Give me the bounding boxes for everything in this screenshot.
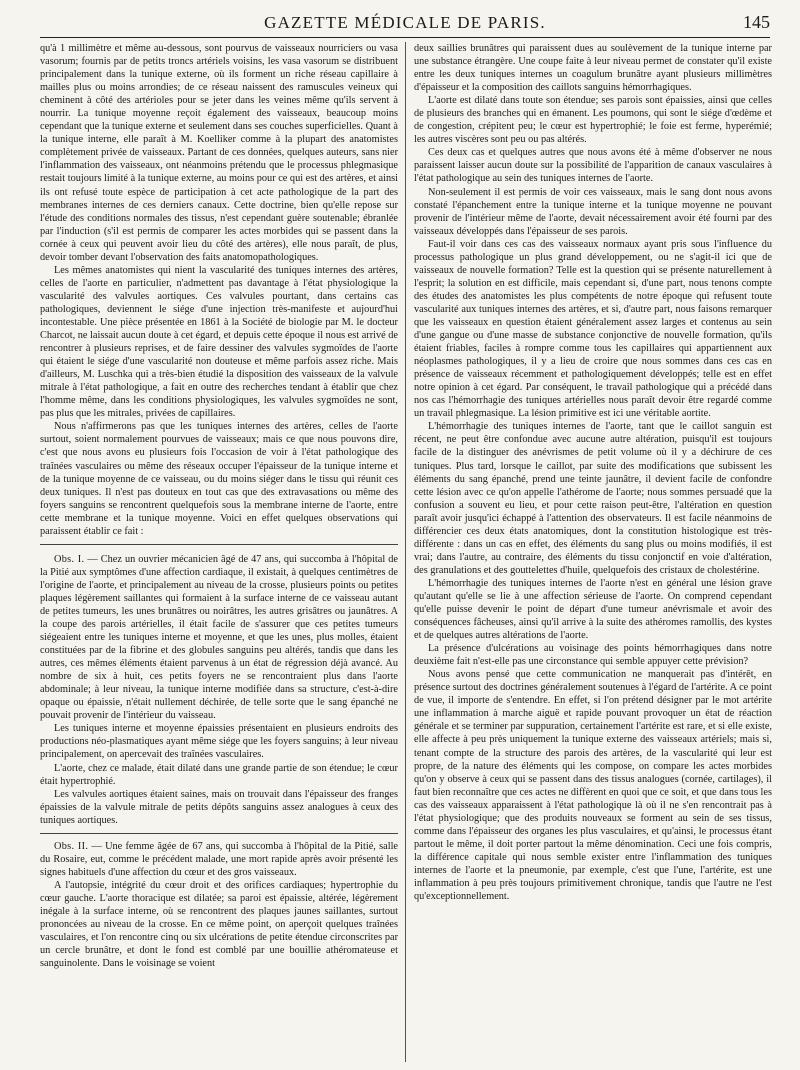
left-column <box>40 42 398 1062</box>
paragraph: Les mêmes anatomistes qui nient la vascularité des tuniques internes des artères, celles de l'aorte en particulier, n'admettent pas davantage à l'état physiologique la vascularité des valvules aortiques. Ces valvules pourtant, dans certains cas pathologiques, deviennent le siége d'une injection très-manifeste et aujourd'hui incontestable. Une pièce présentée en 1861 à la Société de biologie par M. le docteur Charcot, ne laissait aucun doute à cet égard, et depuis cette époque il nous est arrivé de rencontrer à plusieurs reprises, et de faire dessiner des valvules sygmoïdes de l'aorte qui étaient le siége d'une vascularité non douteuse et même parfois assez riche. Mais d'ailleurs, M. Luschka qui a très-bien étudié la disposition des vaisseaux de la valvule mitrale à l'état pathologique, a fait en outre des recherches tendant à établir que chez l'homme même, dans les conditions physiologiques, les valvules sygmoïdes ne sont, pas plus que les mitrales, privées de capillaires. <box>40 264 398 420</box>
observation-label: Obs. I. <box>54 553 85 565</box>
observation-2 <box>40 840 398 879</box>
observation-text: — Chez un ouvrier mécanicien âgé de 47 ans, qui succomba à l'hôpital de la Pitié aux symptômes d'une affection cardiaque, il existait, à quelques centimètres de l'origine de l'aorte, et principalement au niveau de la crosse, plusieurs points ou petites plaques légèrement saillantes qui formaient à la surface interne de ce vaisseau autant de petites tumeurs, les unes brunâtres ou noirâtres, les autres grisâtres ou jaunâtres. A la coupe des parois artérielles, il était facile de s'assurer que ces petites tumeurs siégeaient entre les tuniques interne et moyenne, et que les unes, plus molles, étaient constituées par de la fibrine et des globules sanguins peu altérés, tandis que dans les autres, ces mêmes éléments étaient parvenus à un état de régression déjà avancé. Au nombre de six à huit, ces petits foyers ne se rencontraient plus dans l'aorte abdominale; à leur niveau, la tunique interne modifiée dans sa structure, c'est-à-dire opaque ou épaissie, n'était nullement déchirée, de telle sorte que le sang épanché ne pouvait provenir de l'intérieur du vaisseau. <box>40 553 398 722</box>
observation-text: — Une femme âgée de 67 ans, qui succomba à l'hôpital de la Pitié, salle du Rosaire, eut, comme le précédent malade, une mort rapide après avoir présenté les signes habituels d'une affection du cœur et des gros vaisseaux. <box>40 840 398 878</box>
paragraph: L'hémorrhagie des tuniques internes de l'aorte, tant que le caillot sanguin est récent, ne peut être confondue avec aucune autre altération, puisqu'il est toujours facile de la distinguer des anévrismes de petit volume où il y a déchirure de ces tuniques. Plus tard, lorsque le caillot, par suite des modifications que subissent les éléments du sang épanché, prend une teinte jaunâtre, il devient facile de confondre cette lésion avec ce qu'on appelle l'athérome de l'aorte; nous sommes persuadé que la confusion a souvent eu lieu, et pour cette raison peut-être, l'altération en question paraît avoir jusqu'ici échappé à l'attention des observateurs. Il est facile néanmoins de différencier ces deux états anatomiques, dont la constitution histologique est très-différente : dans un cas en effet, des éléments du sang plus ou moins modifiés, il est vrai; dans l'autre, au contraire, des éléments du tissu conjonctif en voie d'altération, des granulations et des gouttelettes d'huile, quelquefois des cristaux de cholestérine. <box>414 421 772 576</box>
header-rule <box>40 37 770 40</box>
paragraph: A l'autopsie, intégrité du cœur droit et des orifices cardiaques; hypertrophie du cœur gauche. L'aorte thoracique est dilatée; sa paroi est épaissie, altérée, légèrement inégale à la surface interne, où se rencontrent des plaques jaunes saillantes, surtout prononcées au niveau de la crosse. En ce même point, on aperçoit quelques traînées vasculaires, et l'on rencontre cinq ou six ulcérations de petite étendue circonscrites par un cercle brunâtre, et dont le fond est comblé par une bouillie athéromateuse et sanguinolente. Dans le voisinage se voient <box>40 879 398 970</box>
right-column <box>414 42 772 1062</box>
paragraph: Les tuniques interne et moyenne épaissies présentaient en plusieurs endroits des productions néo-plasmatiques ayant même siége que les foyers sanguins; à leur niveau principalement, on apercevait des traînées vasculaires. <box>40 723 398 761</box>
paragraph: Les valvules aortiques étaient saines, mais on trouvait dans l'épaisseur des franges épaissies de la valvule mitrale de petits dépôts sanguins assez analogues à ceux des tuniques aortiques. <box>40 788 398 826</box>
paragraph: Nous avons pensé que cette communication ne manquerait pas d'intérêt, en présence surtout des doctrines généralement soutenues à l'égard de l'artérite. A ce point de vue, il importe de s'entendre. En effet, si l'on prétend désigner par le mot artérite une inflammation à marche aiguë et rapide pouvant provoquer un état de réaction générale et se terminer par suppuration, certainement l'artérite est rare, et si elle existe, elle affecte à peu près uniquement la tunique externe des vaisseaux artériels; mais si, tenant compte de la structure des parois des artères, de la vascularité qui leur est propre, de la nature des éléments qui les compose, on compare les actes morbides qu'on y observe à ceux qui se passent dans des tissus analogues (cornée, cartilages), il faut bien reconnaître que ces actes ne diffèrent en quoi que ce soit, et que dans tous les cas des vaisseaux apparaissent à l'état pathologique là où il ne s'en rencontrait pas à l'état physiologique; que des produits nouveaux se forment au sein de ses tissus, comme dans l'épaisseur des organes les plus vasculaires, et qu'ainsi, le processus étant partout le même, il doit porter partout la même dénomination. Ceci une fois compris, la différence capitale qui nous semble exister entre l'inflammation des tuniques internes de l'aorte et la pneumonie, par exemple, c'est que l'une, l'artérite, est une inflammation à peu près toujours primitivement chronique, tandis que l'autre ne l'est qu'exceptionnellement. <box>414 669 772 903</box>
paragraph: L'aorte, chez ce malade, était dilaté dans une grande partie de son étendue; le cœur était hypertrophié. <box>40 762 398 787</box>
paragraph: La présence d'ulcérations au voisinage des points hémorrhagiques dans notre deuxième fait n'est-elle pas une circonstance qui semble appuyer cette prévision? <box>414 643 772 668</box>
page-number: 145 <box>743 12 770 32</box>
paragraph: deux saillies brunâtres qui paraissent dues au soulèvement de la tunique interne par une substance étrangère. Une coupe faite à leur niveau permet de constater qu'il existe entre les deux tuniques internes un coagulum brunâtre ayant plusieurs millimètres d'épaisseur et la composition des caillots sanguins hémorrhagiques. <box>414 43 772 94</box>
journal-title: GAZETTE MÉDICALE DE PARIS. <box>264 13 546 32</box>
paragraph: qu'à 1 millimètre et même au-dessous, sont pourvus de vaisseaux nourriciers ou vasa vasorum; fournis par de petits troncs artériels voisins, les vasa vasorum se distribuent principalement dans la tunique externe, où ils forment un riche réseau capillaire à mailles plus ou moins arrondies; de ce réseau naissent des ramuscules veineux qui cheminent à côté des artérioles pour se jeter dans les veines même qu'ils servent à nourrir. La tunique moyenne reçoit également des vaisseaux, beaucoup moins cependant que la tunique externe et seulement dans ses couches superficielles. Quant à la tunique interne, elle paraît à M. Koelliker comme à la plupart des anatomistes complètement privée de vaisseaux. Partant de ces données, quelques auteurs, sans nier l'inflammation des vaisseaux, ont néanmoins prétendu que le processus phlegmasique restait toujours limité à la tunique externe, au moins pour ce qui est des artères, et ainsi ils ont refusé toute espèce de participation à cet acte pathologique de la part des membranes internes de ces derniers canaux. Cette doctrine, bien qu'elle repose sur l'étude des conditions normales des tissus, n'est cependant guère soutenable; ébranlée par l'induction (s'il est permis de comparer les actes morbides qui se passent dans la cornée à ceux qui peuvent avoir lieu du côté des artères), elle nous paraît, de plus, devoir tomber devant l'observation des faits anatomopathologiques. <box>40 43 398 263</box>
observation-1 <box>40 553 398 723</box>
paragraph: Nous n'affirmerons pas que les tuniques internes des artères, celles de l'aorte surtout, soient normalement pourvues de vaisseaux; mais ce que nous pouvons dire, c'est que nous avons eu plusieurs fois l'occasion de voir à l'état pathologique des traînées vasculaires ou même des réseaux occuper l'épaisseur de la tunique interne et de la tunique moyenne de ce vaisseau, ou du moins siéger dans le tissu qui réunit ces deux tuniques. Il n'est pas douteux en tout cas que des extravasations ou même des foyers sanguins se rencontrent quelquefois sous la membrane interne de l'aorte, entre cette membrane et la tunique moyenne. Voici en effet quelques observations qui paraissent établir ce fait : <box>40 421 398 537</box>
paragraph: Faut-il voir dans ces cas des vaisseaux normaux ayant pris sous l'influence du processus pathologique un plus grand développement, ou ne s'agit-il ici que de vaisseaux de nouvelle formation? Telle est la question qui se présente naturellement à l'esprit; la solution en est difficile, mais cependant si, d'une part, nous tenons compte des études des anatomistes les plus compétents de notre époque qui refusent toute vascularité aux tuniques internes des artères, et si, d'autre part, nous faisons remarquer que les vaisseaux en question étaient généralement assez larges et contenus au sein d'une gangue ou d'une masse de substance conjonctive de nouvelle formation, qu'ils étaient friables, faciles à rompre comme tous les capillaires qui appartiennent aux néoplasmes pathologiques, il y a lieu de croire que nous sommes dans ces cas en présence de vaisseaux récemment et pathologiquement développés; telle est en effet notre opinion à cet égard. Par conséquent, le travail pathologique qui a précédé dans nos cas l'hémorrhagie des tuniques artérielles nous paraît devoir être regardé comme un travail phlegmasique. La lésion primitive est ici une véritable aortite. <box>414 238 772 420</box>
observation-label: Obs. II. <box>54 840 89 852</box>
page-header <box>40 12 770 36</box>
column-divider <box>405 42 406 1062</box>
section-rule <box>40 833 398 834</box>
paragraph: Ces deux cas et quelques autres que nous avons été à même d'observer ne nous paraissent laisser aucun doute sur la possibilité de l'apparition de canaux vasculaires à l'état pathologique au sein des tuniques internes de l'aorte. <box>414 147 772 185</box>
paragraph: L'aorte est dilaté dans toute son étendue; ses parois sont épaissies, ainsi que celles de plusieurs des branches qui en émanent. Les poumons, qui sont le siége d'œdème et de congestion, crépitent peu; le cœur est hypertrophié; le foie est ferme, hyperémié; les autres viscères sont peu ou pas altérés. <box>414 95 772 146</box>
paragraph: L'hémorrhagie des tuniques internes de l'aorte n'est en général une lésion grave qu'autant qu'elle se lie à une affection sérieuse de l'aorte. On comprend cependant qu'elle puisse devenir le point de départ d'une tumeur anévrismale et avoir des conséquences fâcheuses, ainsi qu'il arrive à la suite des athéromes ramollis, des kystes et de quelques autres altérations de l'aorte. <box>414 577 772 642</box>
section-rule <box>40 544 398 545</box>
paragraph: Non-seulement il est permis de voir ces vaisseaux, mais le sang dont nous avons constaté l'épanchement entre la tunique interne et la tunique moyenne ne pouvant provenir de l'intérieur même de l'aorte, devait nécessairement avoir été fourni par des vaisseaux développés dans l'épaisseur de ses parois. <box>414 186 772 237</box>
